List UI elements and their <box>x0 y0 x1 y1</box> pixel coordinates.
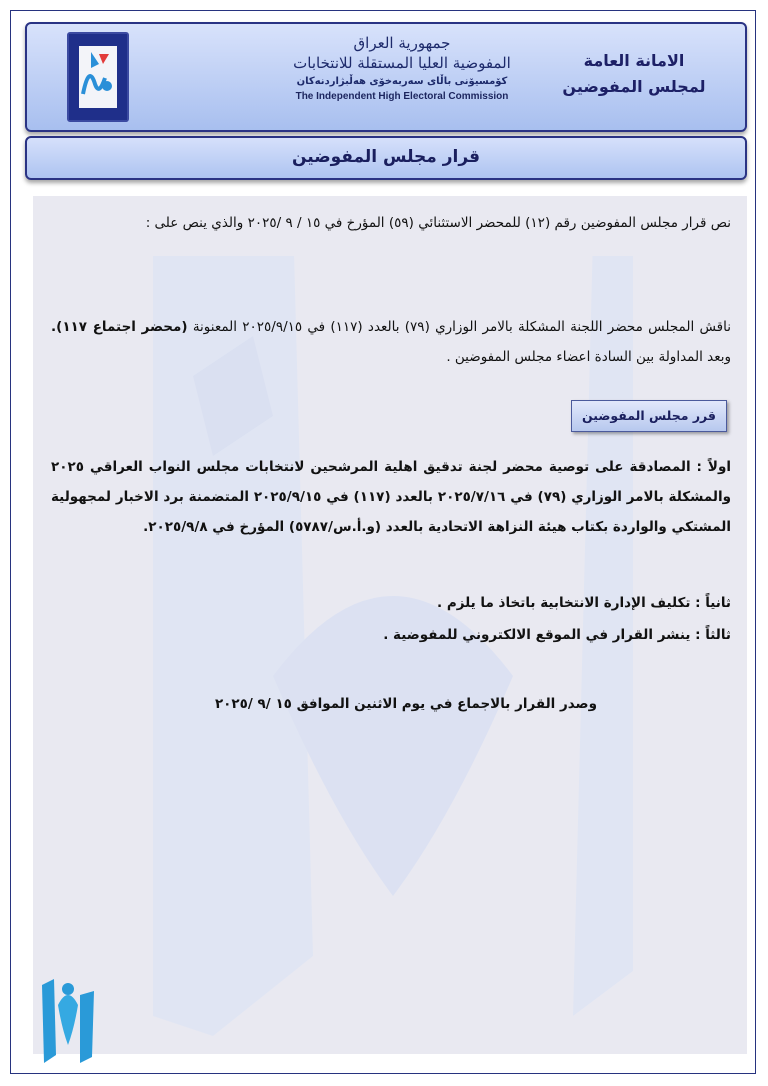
discussion-text: ناقش المجلس محضر اللجنة المشكلة بالامر الوزاري (٧٩) بالعدد (١١٧) في ٢٠٢٥/٩/١٥ المعنونة <box>192 319 731 335</box>
document-content <box>33 196 747 1054</box>
decision-label: قرر مجلس المفوضين <box>571 400 727 432</box>
discussion-paragraph <box>51 312 731 372</box>
secretariat-title <box>559 48 709 100</box>
ihec-logo-icon <box>67 32 129 122</box>
decision-item-3: ثالثاً : ينشر القرار في الموقع الالكتروني للمفوضية . <box>383 627 731 643</box>
commission-arabic-line2: المفوضية العليا المستقلة للانتخابات <box>293 54 511 72</box>
document-title: قرار مجلس المفوضين <box>25 136 747 180</box>
ihec-logo-icon <box>40 975 96 1065</box>
secretariat-line2: لمجلس المفوضين <box>562 77 706 96</box>
letterhead <box>25 22 747 132</box>
closing-statement: وصدر القرار بالاجماع في يوم الاثنين الموافق ١٥ /٩ /٢٠٢٥ <box>214 696 597 712</box>
intro-paragraph: نص قرار مجلس المفوضين رقم (١٢) للمحضر الاستثنائي (٥٩) المؤرخ في ١٥ / ٩ /٢٠٢٥ والذي ينص على : <box>145 215 731 231</box>
discussion-tail: وبعد المداولة بين السادة اعضاء مجلس المفوضين . <box>446 349 731 365</box>
commission-name <box>282 32 522 128</box>
commission-kurdish: كۆمسیۆنی باڵای سەربەخۆی هەڵبژاردنەکان <box>296 76 508 87</box>
decision-item-2: ثانياً : تكليف الإدارة الانتخابية باتخاذ ما يلزم . <box>437 595 731 611</box>
document-body <box>33 196 747 1054</box>
commission-arabic-line1: جمهورية العراق <box>353 34 451 52</box>
commission-english: The Independent High Electoral Commission <box>295 91 509 102</box>
decision-item-1: اولاً : المصادقة على توصية محضر لجنة تدقيق اهلية المرشحين لانتخابات مجلس النواب العراقي ٢٠٢٥ والمشكلة بالامر الوزاري (٧٩) في ٢٠٢٥/٧/١٦ بالعدد (١١٧) في ٢٠٢٥/٩/١٥ المتضمنة برد الاخبار لمجهولية المشتكي والواردة بكتاب هيئة النزاهة الاتحادية بالعدد (و.أ.س/٥٧٨٧) المؤرخ في ٢٠٢٥/٩/٨. <box>51 459 731 535</box>
secretariat-line1: الامانة العامة <box>583 51 685 70</box>
meeting-minutes-ref: (محضر اجتماع ١١٧). <box>51 319 188 335</box>
